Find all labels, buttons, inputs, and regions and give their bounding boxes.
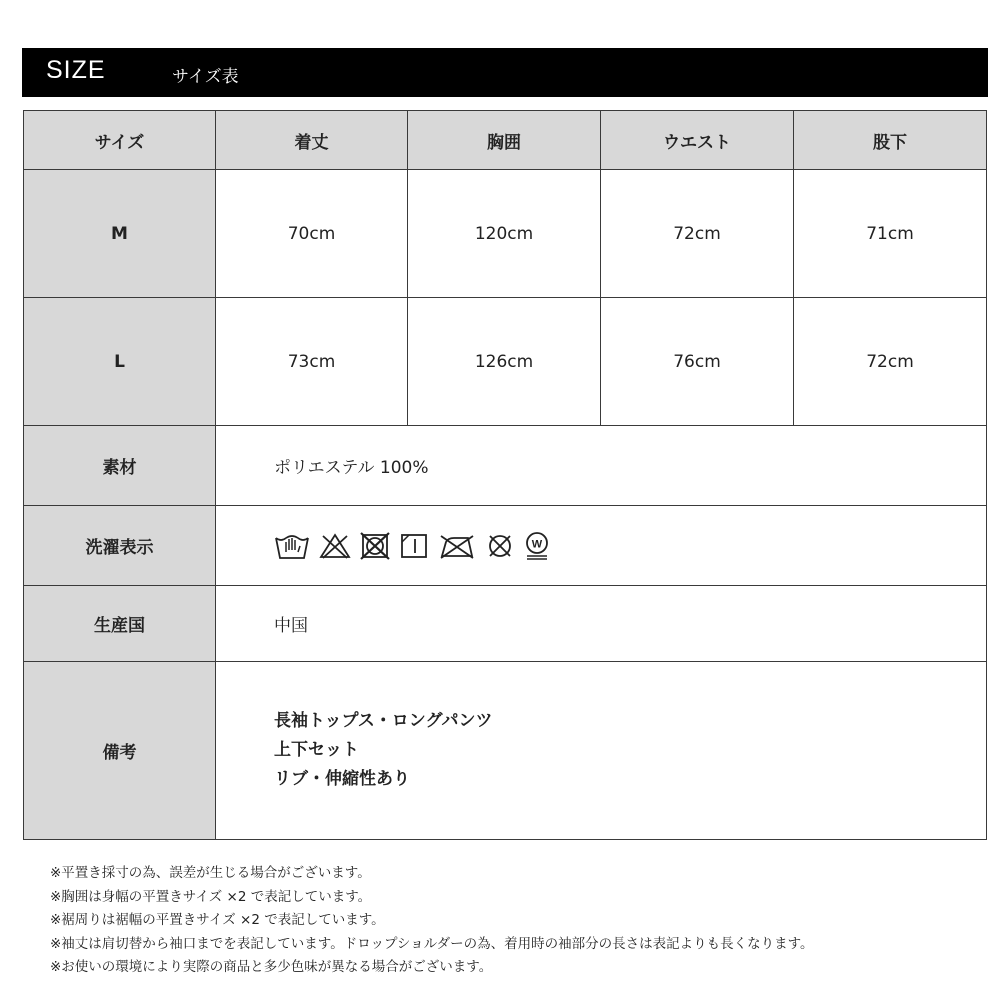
remarks-row: [24, 662, 987, 840]
note-line: ※お使いの環境により実際の商品と多少色味が異なる場合がございます。: [50, 959, 493, 975]
table-cell: 126cm: [408, 298, 601, 426]
table-cell: 72cm: [794, 298, 987, 426]
table-cell: 72cm: [601, 170, 794, 298]
care-row: [24, 506, 987, 586]
material-row: [24, 426, 987, 506]
remarks-label: 備考: [24, 662, 216, 840]
note-line: ※胸囲は身幅の平置きサイズ ×2 で表記しています。: [50, 888, 372, 905]
wet-clean-icon: [524, 531, 550, 561]
table-cell: 70cm: [216, 170, 408, 298]
care-icons-cell: [216, 506, 987, 586]
remarks-line: 長袖トップス・ロングパンツ: [274, 711, 493, 731]
column-header-chest: 胸囲: [408, 111, 601, 170]
no-dry-clean-icon: [485, 532, 515, 560]
material-value: ポリエステル 100%: [216, 426, 987, 506]
table-cell: 120cm: [408, 170, 601, 298]
table-cell: 76cm: [601, 298, 794, 426]
no-iron-icon: [438, 532, 476, 560]
svg-text:W: W: [531, 538, 543, 550]
note-line: ※平置き採寸の為、誤差が生じる場合がございます。: [50, 865, 371, 881]
size-table: [23, 110, 987, 840]
line-dry-shade-icon: [399, 532, 429, 560]
column-header-length: 着丈: [216, 111, 408, 170]
size-label: L: [24, 298, 216, 426]
remarks-line: リブ・伸縮性あり: [274, 769, 410, 789]
care-icons: [216, 531, 986, 561]
note-line: ※袖丈は肩切替から袖口までを表記しています。ドロップショルダーの為、着用時の袖部分の長さは表記よりも長くなります。: [50, 935, 814, 952]
remarks-cell: [216, 662, 987, 840]
material-label: 素材: [24, 426, 216, 506]
column-header-size: サイズ: [24, 111, 216, 170]
no-bleach-icon: [319, 532, 351, 560]
note-line: ※裾周りは裾幅の平置きサイズ ×2 で表記しています。: [50, 912, 385, 928]
notes: [50, 862, 814, 980]
table-row: [24, 298, 987, 426]
table-row: [24, 170, 987, 298]
no-tumble-dry-icon: [360, 532, 390, 560]
size-label: M: [24, 170, 216, 298]
column-header-inseam: 股下: [794, 111, 987, 170]
origin-row: [24, 586, 987, 662]
section-header: [22, 48, 988, 97]
hand-wash-icon: [274, 532, 310, 560]
origin-label: 生産国: [24, 586, 216, 662]
section-title: SIZE: [46, 56, 106, 84]
section-subtitle: サイズ表: [172, 67, 239, 87]
table-cell: 73cm: [216, 298, 408, 426]
care-label: 洗濯表示: [24, 506, 216, 586]
column-header-waist: ウエスト: [601, 111, 794, 170]
remarks-line: 上下セット: [274, 740, 359, 760]
origin-value: 中国: [216, 586, 987, 662]
table-header-row: [24, 111, 987, 170]
remarks-lines: [216, 707, 986, 794]
table-cell: 71cm: [794, 170, 987, 298]
